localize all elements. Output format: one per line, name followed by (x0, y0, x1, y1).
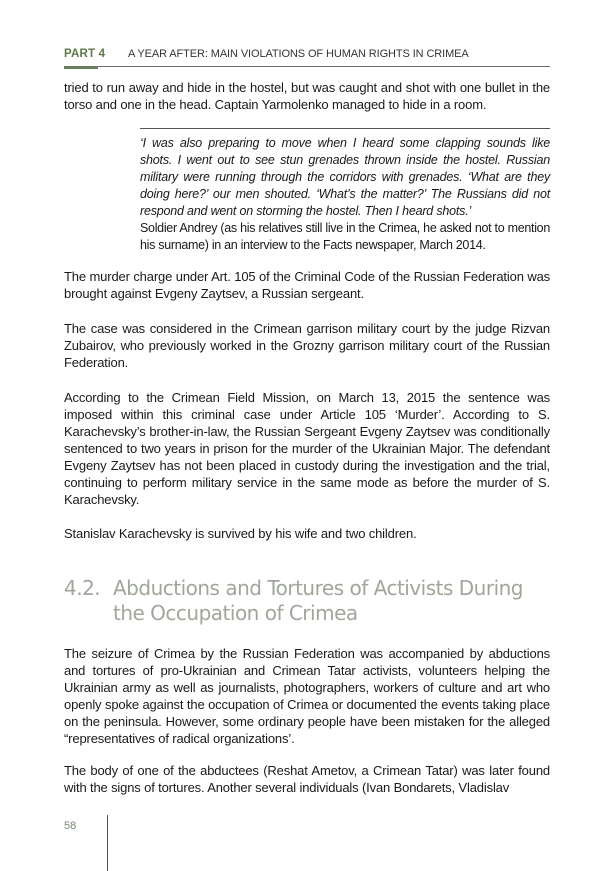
paragraph-survived: Stanislav Karachevsky is survived by his wife and two children. (64, 526, 417, 541)
paragraph-intro: tried to run away and hide in the hostel, but was caught and shot with one bullet in the torso and one in the head. Captain Yarmolenko managed to hide in a room. (64, 80, 550, 112)
paragraph-charge: The murder charge under Art. 105 of the Criminal Code of the Russian Federation was brought against Evgeny Zaytsev, a Russian sergeant. (64, 269, 550, 301)
paragraph-court: The case was considered in the Crimean garrison military court by the judge Rizvan Zubairov, who previously worked in the Grozny garrison military court of the Russian Federation. (64, 321, 550, 370)
quote-text: ‘I was also preparing to move when I heard some clapping sounds like shots. I went out to see stun grenades thrown inside the hostel. Russian military were running through the corridors with grenades. ‘What are they doing here?’ our men shouted. ‘What’s the matter?’ The Russians did not respond and went on storming the hostel. Then I heard shots.’ (140, 136, 550, 218)
page-rule (107, 815, 108, 871)
paragraph-sentence: According to the Crimean Field Mission, on March 13, 2015 the sentence was imposed within this criminal case under Article 105 ‘Murder’. According to S. Karachevsky’s brother-in-law, the Russian Sergeant Evgeny Zaytsev was conditionally sentenced to two years in prison for the murder of the Ukrainian Major. The defendant Evgeny Zaytsev has not been placed in custody during the investigation and the trial, continuing to perform military service in the same mode as before the murder of S. Karachevsky. (64, 390, 550, 507)
paragraph-abductees: The body of one of the abductees (Reshat Ametov, a Crimean Tatar) was later found with the signs of tortures. Another several individuals (Ivan Bondarets, Vladislav (64, 763, 550, 795)
quote-block (140, 128, 550, 254)
paragraph-seizure: The seizure of Crimea by the Russian Federation was accompanied by abductions and tortures of pro-Ukrainian and Crimean Tatar activists, volunteers helping the Ukrainian army as well as journalists, photographers, workers of culture and art who openly spoke against the occupation of Crimea or documented the events taking place on the peninsula. However, some ordinary people have been mistaken for the alleged “representatives of radical organizations’. (64, 646, 550, 746)
part-label: PART 4 (64, 48, 106, 60)
quote-source: Soldier Andrey (as his relatives still live in the Crimea, he asked not to mention his surname) in an interview to the Facts newspaper, March 2014. (140, 221, 550, 252)
running-header (64, 46, 550, 67)
part-underline (64, 66, 98, 69)
header-title: A YEAR AFTER: MAIN VIOLATIONS OF HUMAN RIGHTS IN CRIMEA (128, 48, 469, 60)
page-number: 58 (64, 820, 77, 832)
section-title: Abductions and Tortures of Activists During the Occupation of Crimea (113, 576, 523, 625)
section-number: 4.2. (64, 576, 101, 600)
